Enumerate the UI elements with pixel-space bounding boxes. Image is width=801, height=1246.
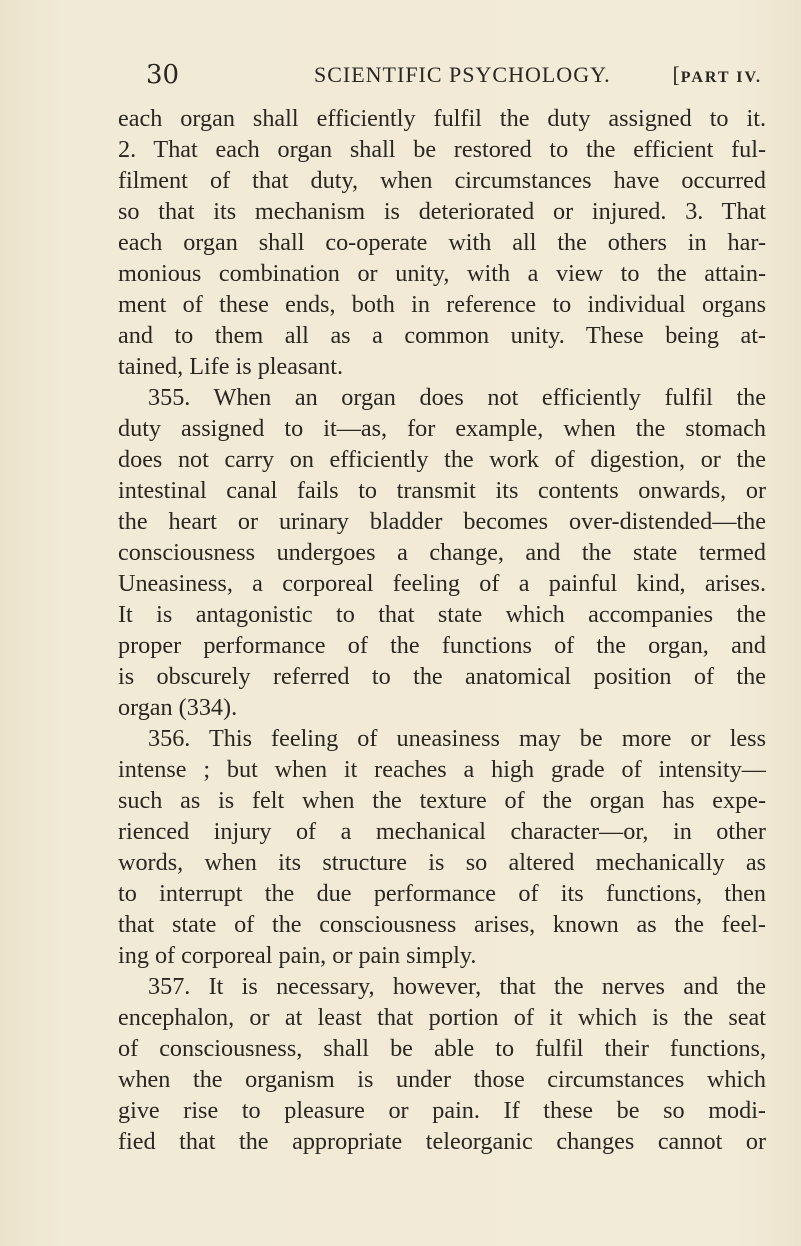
text-line: is obscurely referred to the anatomical position of the (118, 663, 766, 690)
text-line: intestinal canal fails to transmit its contents onwards, or (118, 477, 766, 504)
part-label-text: PART IV. (680, 69, 762, 86)
text-line: such as is felt when the texture of the organ has expe- (118, 787, 766, 814)
text-line: monious combination or unity, with a view to the attain- (118, 260, 766, 287)
text-line: 357. It is necessary, however, that the nerves and the (148, 973, 766, 1000)
text-line: words, when its structure is so altered mechanically as (118, 849, 766, 876)
part-label (672, 58, 762, 95)
text-line: proper performance of the functions of the organ, and (118, 632, 766, 659)
text-line: and to them all as a common unity. These being at- (118, 322, 766, 349)
running-title: SCIENTIFIC PSYCHOLOGY. (314, 62, 611, 87)
page-number: 30 (146, 60, 180, 90)
text-line: tained, Life is pleasant. (118, 353, 343, 380)
text-line: encephalon, or at least that portion of it which is the seat (118, 1004, 766, 1031)
text-line: ing of corporeal pain, or pain simply. (118, 942, 477, 969)
text-line: give rise to pleasure or pain. If these be so modi- (118, 1097, 766, 1124)
running-head (146, 58, 762, 92)
text-line: each organ shall efficiently fulfil the duty assigned to it. (118, 105, 766, 132)
text-line: when the organism is under those circumstances which (118, 1066, 766, 1093)
text-line: so that its mechanism is deteriorated or injured. 3. That (118, 198, 766, 225)
text-line: 356. This feeling of uneasiness may be more or less (148, 725, 766, 752)
text-line: Uneasiness, a corporeal feeling of a painful kind, arises. (118, 570, 766, 597)
text-line: 355. When an organ does not efficiently fulfil the (148, 384, 766, 411)
text-line: It is antagonistic to that state which accompanies the (118, 601, 766, 628)
body-text (118, 103, 766, 1157)
text-line: of consciousness, shall be able to fulfil their functions, (118, 1035, 766, 1062)
text-line: organ (334). (118, 694, 238, 721)
text-line: duty assigned to it—as, for example, when the stomach (118, 415, 766, 442)
text-line: filment of that duty, when circumstances have occurred (118, 167, 766, 194)
text-line: that state of the consciousness arises, known as the feel- (118, 911, 766, 938)
text-line: the heart or urinary bladder becomes over-distended—the (118, 508, 766, 535)
text-line: rienced injury of a mechanical character—or, in other (118, 818, 766, 845)
text-line: each organ shall co-operate with all the others in har- (118, 229, 766, 256)
text-line: consciousness undergoes a change, and the state termed (118, 539, 766, 566)
text-line: does not carry on efficiently the work of digestion, or the (118, 446, 766, 473)
part-bracket: [ (672, 62, 681, 87)
text-line: to interrupt the due performance of its functions, then (118, 880, 766, 907)
text-line: intense ; but when it reaches a high grade of intensity— (118, 756, 766, 783)
text-line: ment of these ends, both in reference to individual organs (118, 291, 766, 318)
text-line: 2. That each organ shall be restored to the efficient ful- (118, 136, 766, 163)
text-line: fied that the appropriate teleorganic changes cannot or (118, 1128, 766, 1155)
